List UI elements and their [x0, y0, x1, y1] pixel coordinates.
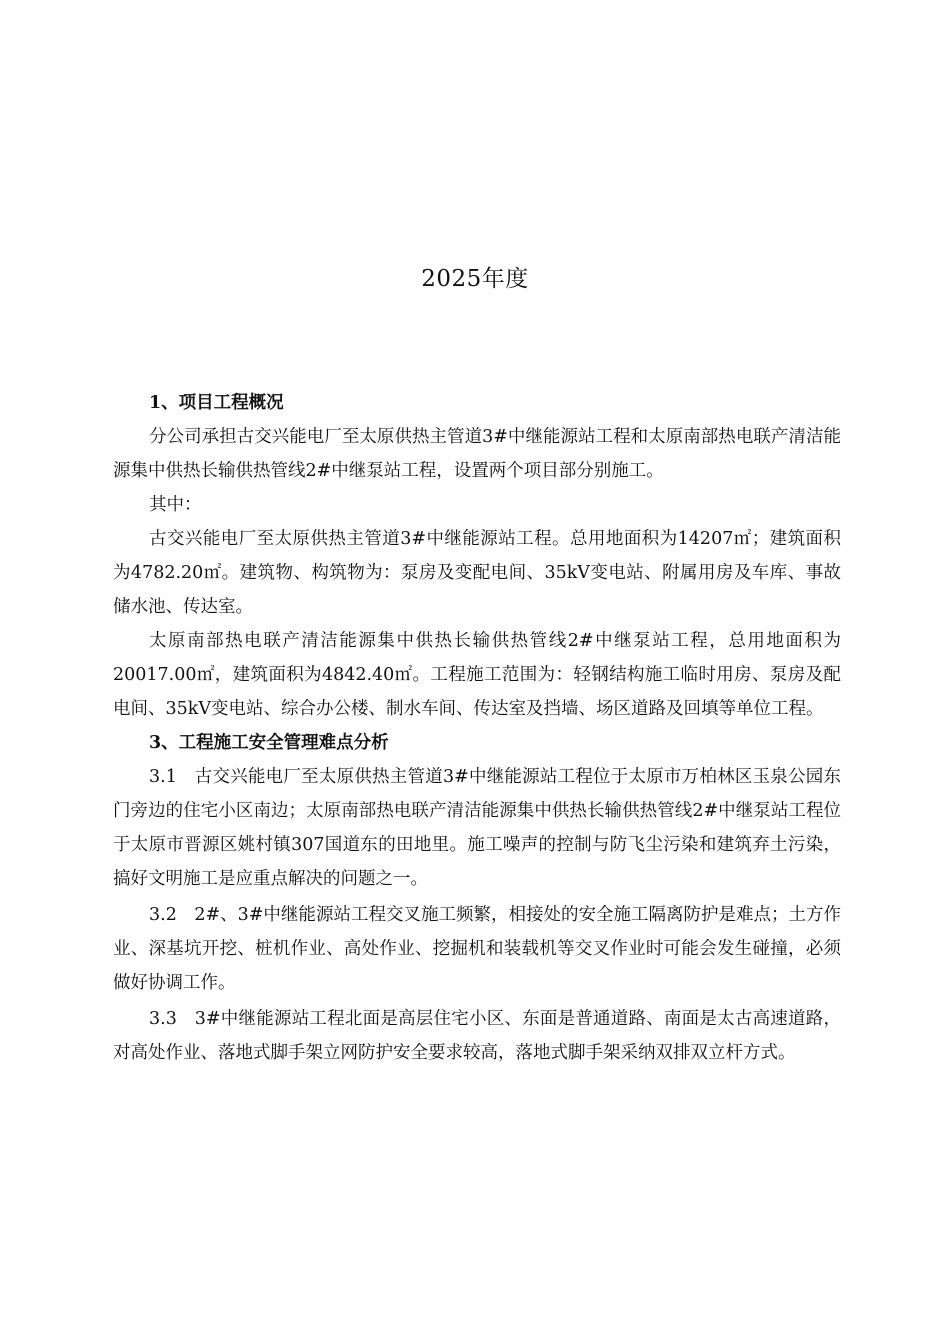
paragraph-overview-project-3: 古交兴能电厂至太原供热主管道3#中继能源站工程。总用地面积为14207㎡；建筑面积为4782.20㎡。建筑物、构筑物为：泵房及变配电间、35kV变电站、附属用房及车库、事故储水池、传达室。 — [113, 529, 841, 617]
paragraph-safety-3-1: 3.1 古交兴能电厂至太原供热主管道3#中继能源站工程位于太原市万柏林区玉泉公园东门旁边的住宅小区南边；太原南部热电联产清洁能源集中供热长输供热管线2#中继泵站工程位于太原市晋源区姚村镇307国道东的田地里。施工噪声的控制与防飞尘污染和建筑弃土污染，搞好文明施工是应重点解决的问题之一。 — [113, 767, 841, 889]
section-heading-overview: 1、项目工程概况 — [149, 393, 284, 413]
document-title: 2025年度 — [421, 266, 529, 292]
paragraph-overview-project-2: 太原南部热电联产清洁能源集中供热长输供热管线2#中继泵站工程，总用地面积为20017.00㎡，建筑面积为4842.40㎡。工程施工范围为：轻钢结构施工临时用房、泵房及配电间、35kV变电站、综合办公楼、制水车间、传达室及挡墙、场区道路及回填等单位工程。 — [113, 631, 841, 719]
paragraph-overview-among: 其中： — [149, 495, 202, 515]
document-body — [113, 386, 841, 1070]
paragraph-safety-3-3: 3.3 3#中继能源站工程北面是高层住宅小区、东面是普通道路、南面是太古高速道路，对高处作业、落地式脚手架立网防护安全要求较高，落地式脚手架采纳双排双立杆方式。 — [113, 1009, 841, 1063]
paragraph-overview-intro: 分公司承担古交兴能电厂至太原供热主管道3#中继能源站工程和太原南部热电联产清洁能源集中供热长输供热管线2#中继泵站工程，设置两个项目部分别施工。 — [113, 427, 841, 481]
section-heading-safety-analysis: 3、工程施工安全管理难点分析 — [149, 733, 389, 753]
paragraph-safety-3-2: 3.2 2#、3#中继能源站工程交叉施工频繁，相接处的安全施工隔离防护是难点；土方作业、深基坑开挖、桩机作业、高处作业、挖掘机和装载机等交叉作业时可能会发生碰撞，必须做好协调工作。 — [113, 905, 841, 993]
